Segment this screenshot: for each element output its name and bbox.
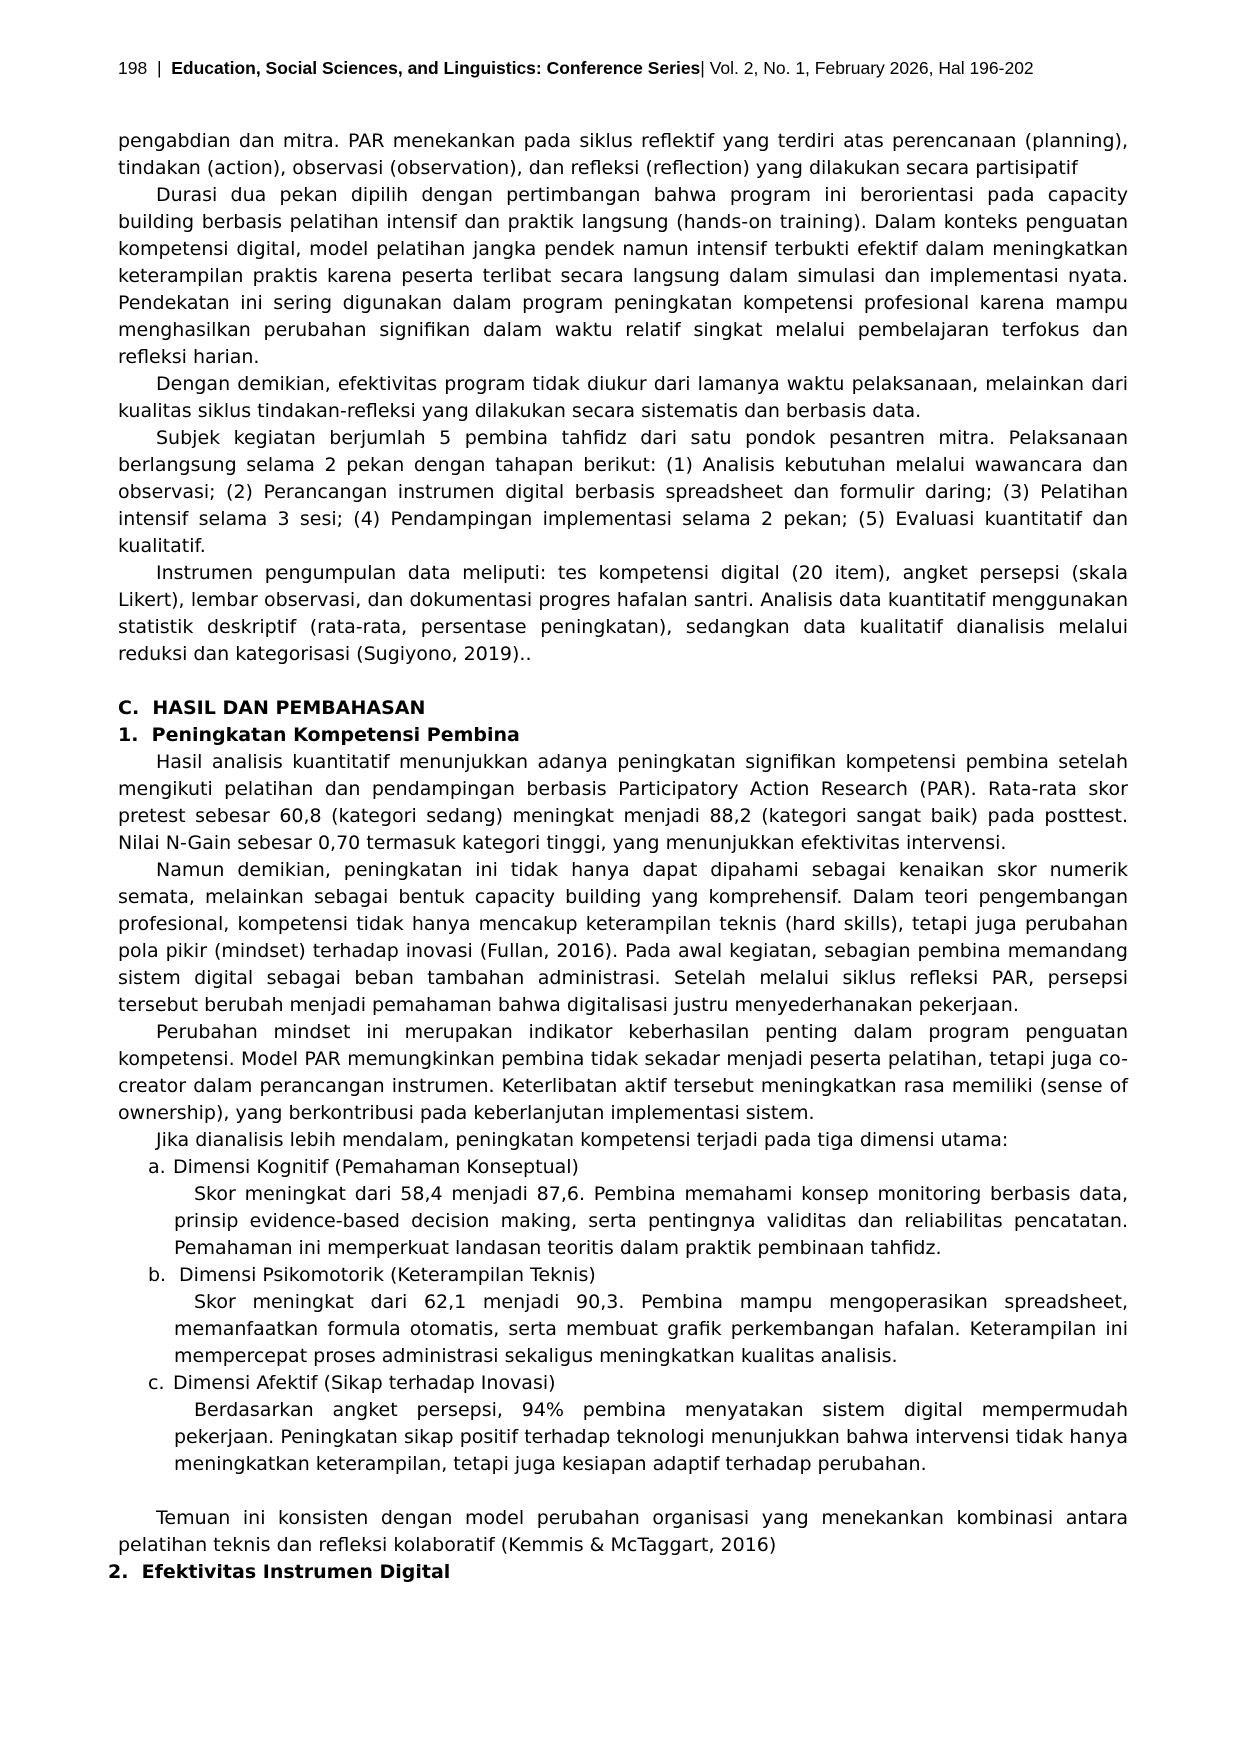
header-separator: | <box>152 58 167 78</box>
paragraph: Jika dianalisis lebih mendalam, peningkatan kompetensi terjadi pada tiga dimensi utama: <box>156 1129 1009 1151</box>
spacer <box>118 668 1128 695</box>
list-item-text: Skor meningkat dari 62,1 menjadi 90,3. Pembina mampu mengoperasikan spreadsheet, memanfaatkan formula otomatis, serta membuat grafik perkembangan hafalan. Keterampilan ini mempercepat proses administrasi sekaligus meningkatkan kualitas analisis. <box>174 1291 1128 1367</box>
list-item-text: Berdasarkan angket persepsi, 94% pembina menyatakan sistem digital mempermudah pekerjaan. Peningkatan sikap positif terhadap teknologi menunjukkan bahwa intervensi tidak hanya meningkatkan keterampilan, tetapi juga kesiapan adaptif terhadap perubahan. <box>174 1399 1128 1475</box>
journal-title: Education, Social Sciences, and Linguistics: Conference Series <box>171 58 701 78</box>
paragraph: Temuan ini konsisten dengan model perubahan organisasi yang menekankan kombinasi antara pelatihan teknis dan refleksi kolaboratif (Kemmis & McTaggart, 2016) <box>118 1507 1128 1556</box>
issue-info: Vol. 2, No. 1, February 2026, Hal 196-202 <box>709 58 1034 78</box>
paragraph: Namun demikian, peningkatan ini tidak hanya dapat dipahami sebagai kenaikan skor numerik semata, melainkan sebagai bentuk capacity building yang komprehensif. Dalam teori pengembangan profesional, kompetensi tidak hanya mencakup keterampilan teknis (hard skills), tetapi juga perubahan pola pikir (mindset) terhadap inovasi (Fullan, 2016). Pada awal kegiatan, sebagian pembina memandang sistem digital sebagai beban tambahan administrasi. Setelah melalui siklus refleksi PAR, persepsi tersebut berubah menjadi pemahaman bahwa digitalisasi justru menyederhanakan pekerjaan. <box>118 859 1128 1016</box>
section-heading: C. HASIL DAN PEMBAHASAN <box>118 697 426 719</box>
list-marker: a. <box>148 1156 166 1178</box>
list-item-title: Dimensi Afektif (Sikap terhadap Inovasi) <box>173 1372 556 1394</box>
page-body <box>108 128 1128 1586</box>
list-item-title: Dimensi Kognitif (Pemahaman Konseptual) <box>173 1156 579 1178</box>
paragraph: Dengan demikian, efektivitas program tidak diukur dari lamanya waktu pelaksanaan, melainkan dari kualitas siklus tindakan-refleksi yang dilakukan secara sistematis dan berbasis data. <box>118 373 1128 422</box>
paragraph: Subjek kegiatan berjumlah 5 pembina tahfidz dari satu pondok pesantren mitra. Pelaksanaan berlangsung selama 2 pekan dengan tahapan berikut: (1) Analisis kebutuhan melalui wawancara dan observasi; (2) Perancangan instrumen digital berbasis spreadsheet dan formulir daring; (3) Pelatihan intensif selama 3 sesi; (4) Pendampingan implementasi selama 2 pekan; (5) Evaluasi kuantitatif dan kualitatif. <box>118 427 1128 557</box>
list-marker: c. <box>148 1372 165 1394</box>
list-item <box>118 1154 1128 1181</box>
paragraph: Hasil analisis kuantitatif menunjukkan adanya peningkatan signifikan kompetensi pembina setelah mengikuti pelatihan dan pendampingan berbasis Participatory Action Research (PAR). Rata-rata skor pretest sebesar 60,8 (kategori sedang) meningkat menjadi 88,2 (kategori sangat baik) pada posttest. Nilai N-Gain sebesar 0,70 termasuk kategori tinggi, yang menunjukkan efektivitas intervensi. <box>118 751 1128 854</box>
list-marker: b. <box>148 1264 167 1286</box>
list-item <box>118 1370 1128 1397</box>
page-number: 198 <box>118 58 148 78</box>
list-item-text: Skor meningkat dari 58,4 menjadi 87,6. Pembina memahami konsep monitoring berbasis data, prinsip evidence-based decision making, serta pentingnya validitas dan reliabilitas pencatatan. Pemahaman ini memperkuat landasan teoritis dalam praktik pembinaan tahfidz. <box>174 1183 1128 1259</box>
paragraph: pengabdian dan mitra. PAR menekankan pada siklus reflektif yang terdiri atas perencanaan (planning), tindakan (action), observasi (observation), dan refleksi (reflection) yang dilakukan secara partisipatif <box>118 130 1128 179</box>
paragraph: Instrumen pengumpulan data meliputi: tes kompetensi digital (20 item), angket persepsi (skala Likert), lembar observasi, dan dokumentasi progres hafalan santri. Analisis data kuantitatif menggunakan statistik deskriptif (rata-rata, persentase peningkatan), sedangkan data kualitatif dianalisis melalui reduksi dan kategorisasi (Sugiyono, 2019).. <box>118 562 1128 665</box>
running-header <box>118 58 1128 79</box>
paragraph: Durasi dua pekan dipilih dengan pertimbangan bahwa program ini berorientasi pada capacity building berbasis pelatihan intensif dan praktik langsung (hands-on training). Dalam konteks penguatan kompetensi digital, model pelatihan jangka pendek namun intensif terbukti efektif dalam meningkatkan keterampilan praktis karena peserta terlibat secara langsung dalam simulasi dan implementasi nyata. Pendekatan ini sering digunakan dalam program peningkatan kompetensi profesional karena mampu menghasilkan perubahan signifikan dalam waktu relatif singkat melalui pembelajaran terfokus dan refleksi harian. <box>118 184 1128 368</box>
spacer <box>118 1478 1128 1505</box>
subsection-heading: 2. Efektivitas Instrumen Digital <box>108 1561 451 1583</box>
paragraph: Perubahan mindset ini merupakan indikator keberhasilan penting dalam program penguatan kompetensi. Model PAR memungkinkan pembina tidak sekadar menjadi peserta pelatihan, tetapi juga co-creator dalam perancangan instrumen. Keterlibatan aktif tersebut meningkatkan rasa memiliki (sense of ownership), yang berkontribusi pada keberlanjutan implementasi sistem. <box>118 1021 1128 1124</box>
subsection-heading: 1. Peningkatan Kompetensi Pembina <box>118 724 520 746</box>
list-item-title: Dimensi Psikomotorik (Keterampilan Teknis) <box>173 1264 596 1286</box>
header-separator-2: | <box>700 58 710 78</box>
list-item <box>118 1262 1128 1289</box>
